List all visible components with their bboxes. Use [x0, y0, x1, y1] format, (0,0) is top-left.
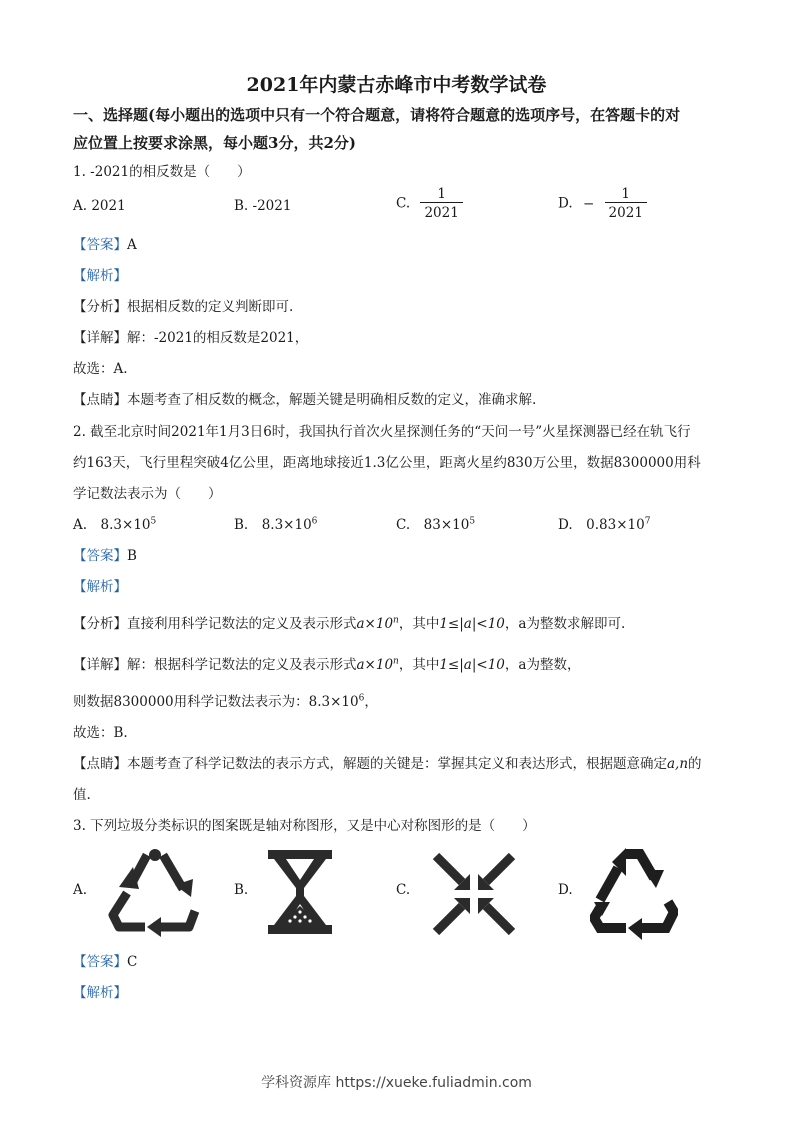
q1-xiangjie-tag: 【详解】: [73, 330, 127, 346]
q3-analysis-tag: [73, 981, 127, 1001]
q1-stem: 1. -2021的相反数是（ ）: [73, 164, 251, 180]
q3-option-d-label: D.: [558, 882, 573, 898]
q3-answer: [73, 950, 137, 970]
q1-answer-value: A: [127, 237, 137, 253]
q1-option-c: [396, 186, 463, 221]
q2-option-d-exp: 7: [644, 516, 651, 527]
q3-option-c-label: C.: [396, 882, 411, 898]
q2-option-a-exp: 5: [150, 516, 157, 527]
q1-fenxi-tag: 【分析】: [73, 299, 127, 315]
q2-dianjing-text: 本题考查了科学记数法的表示方式，解题的关键是：掌握其定义和表达形式，根据题意确定: [127, 756, 667, 772]
section-heading-line1: 一、选择题(每小题出的选项中只有一个符合题意，请将符合题意的选项序号，在答题卡的对: [73, 106, 681, 124]
q2-dianjing-vars: a,n: [667, 756, 689, 772]
q2-xiangjie-tag: 【详解】: [73, 657, 127, 673]
q1-option-d-label: D.: [558, 195, 573, 212]
q1-answer-tag: 【答案】: [73, 237, 127, 253]
q1-dianjing-tag: 【点睛】: [73, 392, 127, 408]
q1-fenxi: [73, 295, 293, 315]
q2-fenxi-form: a×10: [356, 616, 394, 632]
q2-option-d-text: D. 0.83×10: [558, 517, 645, 533]
q3-stem: 3. 下列垃圾分类标识的图案既是轴对称图形，又是中心对称图形的是（ ）: [73, 818, 536, 834]
q1-option-b: B. -2021: [234, 198, 292, 214]
q2-option-b-text: B. 8.3×10: [234, 517, 312, 533]
q1-option-d-denominator: 2021: [605, 202, 647, 221]
q2-result: [73, 690, 378, 710]
q2-option-c-exp: 5: [469, 516, 476, 527]
q2-dianjing-end: 的: [688, 756, 702, 772]
q2-stem-line2: 约163天，飞行里程突破4亿公里，距离地球接近1.3亿公里，距离火星约830万公里，数据8300000用科: [73, 455, 701, 471]
q2-result-val: 8.3×10: [308, 694, 359, 710]
q1-xiangjie-text: 解：-2021的相反数是2021，: [127, 330, 309, 346]
q2-option-d: [558, 513, 650, 533]
q2-xiangjie-post: ，a为整数，: [504, 657, 581, 673]
hourglass-icon: [266, 848, 334, 936]
q1-option-c-fraction: [420, 186, 462, 221]
q2-fenxi-post: ，a为整数求解即可.: [504, 616, 626, 632]
q2-analysis-label: 【解析】: [73, 579, 127, 595]
q1-dianjing: [73, 388, 536, 408]
page-title: 2021年内蒙古赤峰市中考数学试卷: [246, 74, 547, 96]
q2-option-a: [73, 513, 156, 533]
q2-fenxi-pre: 直接利用科学记数法的定义及表示形式: [127, 616, 357, 632]
q1-choose: 故选：A.: [73, 361, 128, 377]
q3-option-b-label: B.: [234, 882, 249, 898]
q2-stem-line1: 2. 截至北京时间2021年1月3日6时，我国执行首次火星探测任务的“天问一号”火星探测器已经在轨飞行: [73, 424, 691, 440]
q2-fenxi-cond: 1≤|a|<10: [439, 616, 505, 632]
q2-analysis-tag: [73, 575, 127, 595]
q2-fenxi: [73, 612, 625, 632]
q2-stem-line3: 学记数法表示为（ ）: [73, 486, 222, 502]
q1-option-a: A. 2021: [73, 198, 126, 214]
q1-option-d-numerator: 1: [621, 186, 631, 202]
q1-option-c-label: C.: [396, 195, 411, 212]
q1-option-c-numerator: 1: [437, 186, 446, 202]
q2-option-b-exp: 6: [311, 516, 318, 527]
q2-dianjing-tag: 【点睛】: [73, 756, 127, 772]
recycle-triangle-icon: [105, 845, 205, 937]
q3-analysis-label: 【解析】: [73, 985, 127, 1001]
q1-dianjing-text: 本题考查了相反数的概念，解题关键是明确相反数的定义，准确求解.: [127, 392, 537, 408]
q1-option-d-sign: −: [582, 195, 595, 212]
q2-xiangjie-mid: ，其中: [398, 657, 440, 673]
q3-answer-value: C: [127, 954, 138, 970]
q1-analysis-label: 【解析】: [73, 268, 127, 284]
recycle-symbol-icon: [590, 846, 678, 940]
q2-option-c-text: C. 83×10: [396, 517, 470, 533]
q2-answer-value: B: [127, 548, 137, 564]
q2-result-exp: 6: [358, 693, 365, 704]
q1-fenxi-text: 根据相反数的定义判断即可.: [127, 299, 294, 315]
q1-analysis-tag: [73, 264, 127, 284]
q2-dianjing-line2: 值.: [73, 787, 91, 803]
q2-xiangjie-form: a×10: [356, 657, 394, 673]
q2-xiangjie-cond: 1≤|a|<10: [439, 657, 505, 673]
q1-answer: [73, 233, 137, 253]
q2-option-a-text: A. 8.3×10: [73, 517, 151, 533]
q2-xiangjie-pre: 解：根据科学记数法的定义及表示形式: [127, 657, 357, 673]
q2-option-c: [396, 513, 475, 533]
q2-answer-tag: 【答案】: [73, 548, 127, 564]
q2-xiangjie: [73, 653, 580, 673]
q2-choose: 故选：B.: [73, 725, 128, 741]
q2-fenxi-mid: ，其中: [398, 616, 440, 632]
four-arrows-inward-icon: [432, 852, 516, 936]
q3-option-a-label: A.: [73, 882, 88, 898]
q1-option-d-fraction: [605, 186, 647, 221]
q2-dianjing: [73, 752, 702, 772]
q2-xiangjie-form-exp: n: [393, 656, 399, 667]
q2-option-b: [234, 513, 317, 533]
q1-xiangjie: [73, 326, 308, 346]
q2-fenxi-tag: 【分析】: [73, 616, 127, 632]
q2-fenxi-form-exp: n: [393, 615, 399, 626]
footer-watermark: 学科资源库 https://xueke.fuliadmin.com: [261, 1075, 532, 1091]
q2-result-post: ，: [364, 694, 378, 710]
section-heading-line2: 应位置上按要求涂黑，每小题3分，共2分): [73, 134, 356, 152]
q1-option-c-denominator: 2021: [420, 202, 462, 221]
q2-answer: [73, 544, 137, 564]
q1-option-d: [558, 186, 647, 221]
q3-answer-tag: 【答案】: [73, 954, 127, 970]
q2-result-pre: 则数据8300000用科学记数法表示为：: [73, 694, 309, 710]
